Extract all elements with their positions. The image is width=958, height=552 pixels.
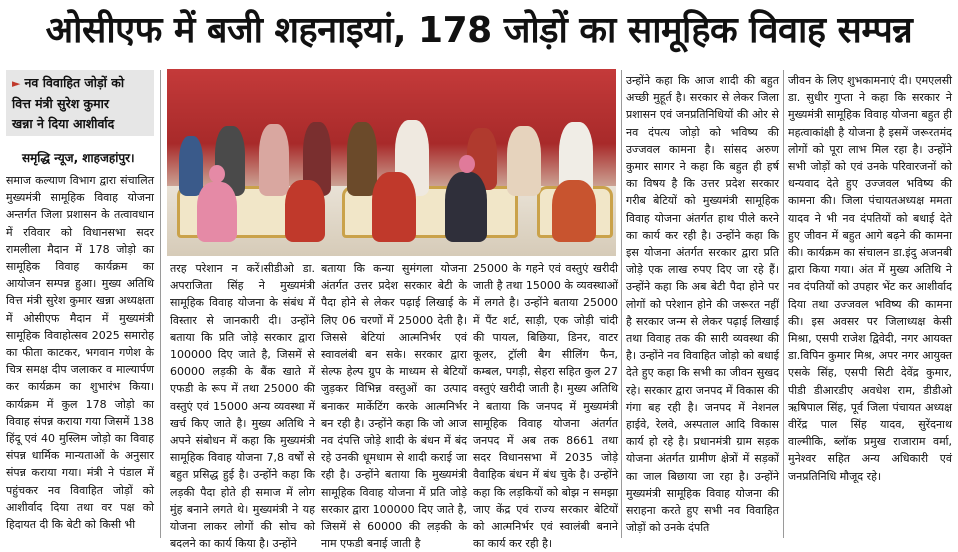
photo-bride	[372, 172, 416, 242]
triangle-bullet-icon: ►	[12, 77, 21, 90]
column-3-text: बताया कि कन्या सुमंगला योजना अंतर्गत उत्तर प्रदेश सरकार बेटी के पैदा होने से लेकर पढ़ाई लिखाई के लिए 06 चरणों में 25000 देती है। जिससे बेटियां आत्मनिर्भर एवं स्वावलंबी बन सके। सरकार द्वारा सेल्फ हेल्प ग्रुप के माध्यम से बेटियों जुड़कर विभिन्न वस्तुओं का उत्पाद बनाकर मार्केटिंग करके आत्मनिर्भर बन रही है। उन्होंने कहा कि जो आज नव दंपत्ति जोड़े शादी के बंधन में बंद रहे उनकी धूमधाम से शादी कराई जा रही है। उन्होंने बताया कि मुख्यमंत्री सामूहिक विवाह योजना में प्रति जोड़े सरकार द्वारा 100000 दिए जाते है, जिसमें से 60000 की लड़की के नाम एफडी बनाई जाती है	[321, 262, 467, 551]
photo-groom	[197, 182, 237, 242]
column-6-text: जीवन के लिए शुभकामनाएं दी। एमएलसी डा. सुधीर गुप्ता ने कहा कि सरकार ने मुख्यमंत्री सामूहिक विवाह योजना बहुत ही महत्वाकांक्षी है योजना है इसमें जरूरतमंद लोगों को पूरा लाभ मिल रहा है। उन्होंने सभी जोड़ों को एवं उनके परिवारजनों को धन्यवाद देते हुए उज्जवल भविष्य की कामना की। जिला पंचायतअध्यक्ष ममता यादव ने भी नव दंपतियों को बधाई देते हुए जीवन में बहुत आगे बढ़ने की कामना की। कार्यक्रम का संचालन डा.इंदु अजनबी द्वारा किया गया। अंत में मुख्य अतिथि ने नव दंपतियों को उपहार भेंट कर आशीर्वाद दिया तथा उज्जवल भविष्य की कामना की। इस अवसर पर जिलाध्यक्ष केसी मिश्रा, एसपी राजेश द्विवेदी, नगर आयक्त डा.विपिन कुमार मिश्र, अपर नगर आयुक्त एसके सिंह, एसपी सिटी देवेंद्र कुमार, पीडी डीआरडीए अवधेश राम, डीडीओ ऋषिपाल सिंह, पूर्व जिला पंचायत अध्यक्ष वीरेंद्र पाल सिंह यादव, सुरेंदनाथ वाल्मीकि, ब्लॉक प्रमुख राजाराम वर्मा, मुनेश्वर सहित अन्य अधिकारी एवं जनप्रतिनिधि मौजूद रहे।	[788, 74, 952, 483]
column-2-text: तरह परेशान न करें।सीडीओ डा. अपराजिता सिंह ने मुख्यमंत्री सामूहिक विवाह योजना के संबंध में विस्तार से जानकारी दी। उन्होंने बताया कि प्रति जोड़े सरकार द्वारा 100000 दिए जाते है, जिसमें से 60000 लड़की के बैंक खाते में एफडी के रूप में तथा 25000 की वस्तुएं एवं 15000 अन्य व्यवस्था में खर्च किए जाते है। मुख्य अतिथि ने अपने संबोधन में कहा कि मुख्यमंत्री सामूहिक विवाह योजना 7,8 वर्षों से बहुत प्रसिद्ध हुई है। उन्होंने कहा कि लड़की पैदा होते ही समाज में लोग मुंह बनाने लगते थे। मुख्यमंत्री ने यह योजना लाकर लोगों की सोच को बदलने का कार्य किया है। उन्होंने	[170, 262, 315, 551]
photo-person	[347, 122, 377, 196]
kicker-line-1	[12, 73, 148, 94]
column-5-text: उन्होंने कहा कि आज शादी की बहुत अच्छी मुहूर्त है। सरकार से लेकर जिला प्रशासन एवं जनप्रतिनिधियों की ओर से नव दंपत्य जोड़ो को भविष्य की उज्जवल कामना है। सांसद अरुण कुमार सागर ने कहा कि बहुत ही हर्ष का विषय है कि उत्तर प्रदेश सरकार गरीब बेटियों को मुख्यमंत्री सामूहिक विवाह योजना अंतर्गत हाथ पीले करने का कार्य कर रही है। उन्होंने कहा कि इस योजना अंतर्गत सरकार द्वारा प्रति जोड़े एक लाख रुपए दिए जा रहे हैं। उन्होंने कहा कि अब बेटी पैदा होने पर लोगों को परेशान होने की जरूरत नहीं है सरकार जन्म से लेकर पढ़ाई लिखाई तथा विवाह तक की सारी व्यवस्था की है। उन्होंने नव विवाहित जोड़ो को बधाई देते हुए कहा कि सभी का जीवन सुखद रहे। सरकार द्वारा जनपद में विकास की गंगा बह रही है। जनपद में नेशनल हाईवे, रेलवे, अस्पताल आदि विकास कार्य हो रहे है। प्रधानमंत्री ग्राम सड़क योजना अंतर्गत ग्रामीण क्षेत्रों में सड़कों का जाल बिछाया जा रहा है। उन्होंने मुख्यमंत्री सामूहिक विवाह योजना की सराहना करते हुए सभी नव विवाहित जोड़ों को उनके दंपति	[626, 74, 779, 535]
kicker-line-1-text: नव विवाहित जोड़ों को	[24, 75, 125, 90]
column-divider	[783, 70, 784, 538]
kicker-line-2: वित्त मंत्री सुरेश कुमार	[12, 96, 109, 111]
column-4-text: 25000 के गहने एवं वस्तुएं खरीदी जाती है तथा 15000 के व्यवस्थाओं में लगते है। उन्होंने बताया 25000 में पैंट शर्ट, साड़ी, एक जोड़ी चांदी की पायल, बिछिया, डिनर, वाटर कूलर, ट्रॉली बैग सीलिंग फैन, कम्बल, पगड़ी, सेहरा सहित कुल 27 वस्तुएं खरीदी जाती है। मुख्य अतिथि ने बताया कि जनपद में मुख्यमंत्री सामूहिक विवाह योजना अंतर्गत जनपद में अब तक 8661 तथा सदर विधानसभा में 2035 जोड़े वैवाहिक बंधन में बंध चुके है। उन्होंने कहा कि लड़कियों को बोझ न समझा जाए केंद्र एवं राज्य सरकार बेटियों को आत्मनिर्भर एवं स्वालंबी बनाने का कार्य कर रही है।	[473, 262, 618, 551]
kicker-line-3: खन्ना ने दिया आशीर्वाद	[12, 116, 115, 131]
column-4	[473, 260, 618, 551]
wedding-ceremony-photo	[167, 69, 616, 256]
photo-groom	[445, 172, 487, 242]
column-6	[788, 72, 952, 538]
photo-person	[179, 136, 203, 196]
photo-bride	[285, 180, 325, 242]
photo-person	[507, 126, 541, 196]
kicker-box	[6, 70, 154, 136]
photo-turban	[209, 165, 225, 183]
column-3	[321, 260, 467, 551]
column-1-text: समाज कल्याण विभाग द्वारा संचालित मुख्यमंत्री सामूहिक विवाह योजना अन्तर्गत जिला प्रशासन के तत्वावधान में रविवार को विधानसभा सदर रामलीला मैदान में 178 जोड़ो का सामूहिक विवाह कार्यक्रम का आयोजन सम्पन्न हुआ। मुख्य अतिथि वित्त मंत्री सुरेश कुमार खन्ना अध्यक्षता में ओसीएफ मैदान में मुख्यमंत्री सामूहिक विवाहोत्सव 2025 समारोह का फीता काटकर, भगवान गणेश के चित्र समक्ष दीप जलाकर व माल्यार्पण कर कार्यक्रम का शुभारंभ किया। कार्यक्रम में कुल 178 जोड़ो का विवाह संपन्न कराया गया जिसमें 138 हिंदू एवं 40 मुस्लिम जोड़ो का विवाह संपन्न धार्मिक मान्यताओं के अनुसार संपन्न कराया गया। मंत्री ने पंडाल में पहुंचकर नव विवाहित जोड़ों को आशीर्वाद दिया तथा वर पक्ष को हिदायत दी कि बेटी को किसी भी	[6, 174, 154, 532]
headline: ओसीएफ में बजी शहनाइयां, 178 जोड़ों का सामूहिक विवाह सम्पन्न	[45, 10, 913, 51]
column-1	[6, 172, 154, 538]
column-divider	[160, 70, 161, 538]
column-5	[626, 72, 779, 538]
photo-turban	[459, 155, 475, 173]
photo-person	[259, 124, 289, 196]
column-2	[170, 260, 315, 551]
photo-bride	[552, 180, 596, 242]
byline: समृद्धि न्यूज, शाहजहांपुर।	[22, 151, 135, 165]
column-divider	[621, 70, 622, 538]
